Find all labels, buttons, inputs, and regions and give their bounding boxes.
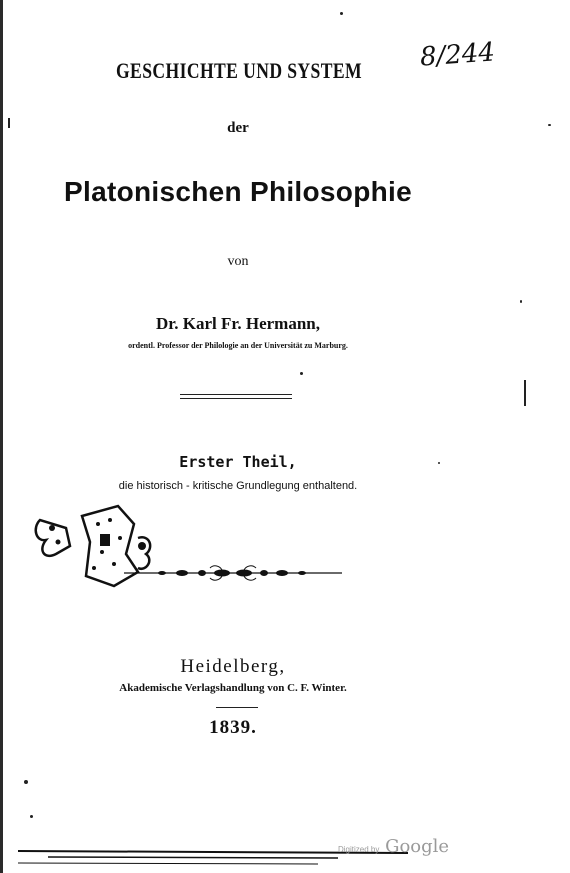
scan-speck [300, 372, 303, 375]
scan-speck [438, 462, 440, 464]
title-line-1: GESCHICHTE UND SYSTEM [115, 58, 363, 83]
scan-speck [30, 815, 33, 818]
scan-speck [548, 124, 551, 126]
scan-edge-lines [18, 845, 570, 873]
short-rule [216, 707, 258, 708]
part-subtitle: die historisch - kritische Grundlegung enthaltend. [118, 480, 358, 492]
handwritten-shelfmark: 8/244 [419, 37, 496, 73]
imprint-place: Heidelberg, [180, 656, 286, 677]
title-connector: der [227, 120, 249, 136]
part-title: Erster Theil, [179, 453, 297, 471]
imprint-publisher: Akademische Verlagshandlung von C. F. Winter. [119, 682, 347, 694]
scan-speck [520, 300, 522, 303]
author-affiliation: ordentl. Professor der Philologie an der Universität zu Marburg. [128, 341, 348, 350]
scan-speck [8, 118, 10, 128]
scan-speck [524, 380, 526, 406]
watermark-brand: Google [385, 836, 450, 857]
by-word: von [227, 254, 249, 269]
title-line-2: Platonischen Philosophie [64, 176, 412, 207]
google-watermark [338, 836, 449, 857]
scan-speck [24, 780, 28, 784]
ornamental-rule-icon [122, 562, 344, 584]
author-name: Dr. Karl Fr. Hermann, [155, 314, 320, 333]
imprint-year: 1839. [209, 717, 257, 738]
scan-speck [340, 12, 343, 15]
double-rule [180, 394, 292, 399]
watermark-prefix: Digitized by [338, 845, 380, 854]
